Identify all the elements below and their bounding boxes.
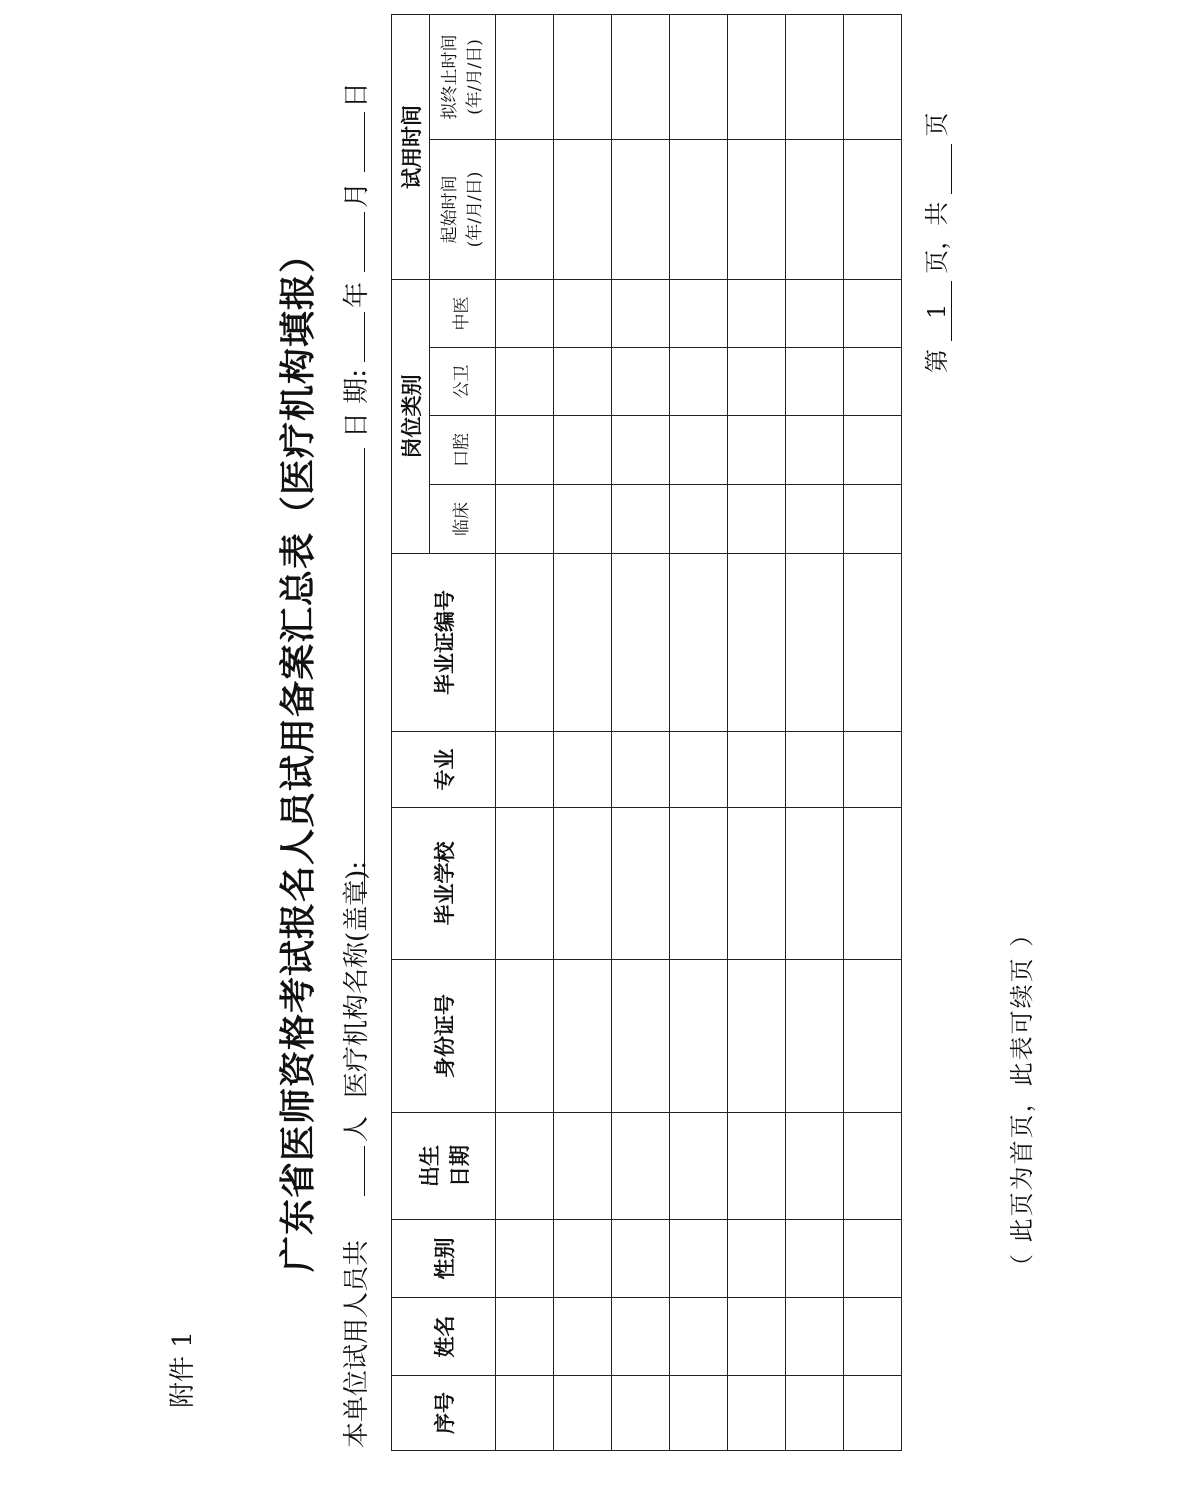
table-cell[interactable] <box>496 1113 554 1220</box>
table-cell[interactable] <box>786 485 844 554</box>
table-cell[interactable] <box>612 348 670 416</box>
table-cell[interactable] <box>728 1376 786 1451</box>
header-gender: 性别 <box>392 1220 496 1298</box>
table-cell[interactable] <box>554 280 612 348</box>
table-cell[interactable] <box>728 280 786 348</box>
table-cell[interactable] <box>496 732 554 808</box>
table-cell[interactable] <box>612 732 670 808</box>
table-row <box>844 15 902 1451</box>
table-cell[interactable] <box>554 808 612 960</box>
table-cell[interactable] <box>612 1298 670 1376</box>
table-cell[interactable] <box>786 1220 844 1298</box>
table-cell[interactable] <box>496 554 554 732</box>
table-cell[interactable] <box>612 1376 670 1451</box>
header-position-category: 岗位类别 <box>392 280 430 554</box>
header-major: 专业 <box>392 732 496 808</box>
table-cell[interactable] <box>670 1113 728 1220</box>
table-cell[interactable] <box>844 808 902 960</box>
table-cell[interactable] <box>612 554 670 732</box>
table-cell[interactable] <box>728 808 786 960</box>
header-trial-period: 试用时间 <box>392 15 430 280</box>
table-cell[interactable] <box>670 1220 728 1298</box>
table-cell[interactable] <box>496 348 554 416</box>
table-cell[interactable] <box>844 140 902 280</box>
header-pos-tcm: 中医 <box>430 280 496 348</box>
table-cell[interactable] <box>844 554 902 732</box>
table-cell[interactable] <box>554 960 612 1113</box>
table-row <box>670 15 728 1451</box>
header-start-line1: 起始时间 <box>439 175 460 244</box>
table-cell[interactable] <box>786 554 844 732</box>
table-cell[interactable] <box>670 140 728 280</box>
header-birth-date <box>392 1113 496 1220</box>
table-cell[interactable] <box>554 1376 612 1451</box>
table-cell[interactable] <box>554 1298 612 1376</box>
table-cell[interactable] <box>786 416 844 485</box>
staff-count-blank[interactable] <box>338 1146 365 1196</box>
table-cell[interactable] <box>612 140 670 280</box>
date-day-blank[interactable] <box>338 112 365 172</box>
table-cell[interactable] <box>786 348 844 416</box>
staff-count-unit: 人 <box>342 1115 372 1142</box>
header-name: 姓名 <box>392 1298 496 1376</box>
table-cell[interactable] <box>786 1298 844 1376</box>
table-cell[interactable] <box>612 1220 670 1298</box>
table-cell[interactable] <box>844 960 902 1113</box>
table-cell[interactable] <box>786 808 844 960</box>
table-cell[interactable] <box>844 732 902 808</box>
table-cell[interactable] <box>554 416 612 485</box>
table-cell[interactable] <box>496 416 554 485</box>
table-cell[interactable] <box>554 140 612 280</box>
table-body <box>496 15 902 1451</box>
header-birth-line1: 出生 <box>417 1145 442 1187</box>
date-year-unit: 年 <box>342 281 372 308</box>
footer-note: （ 此页为首页，此表可续页 ） <box>1008 920 1036 1278</box>
table-cell[interactable] <box>786 15 844 140</box>
table-cell[interactable] <box>728 1298 786 1376</box>
header-pos-clinical: 临床 <box>430 485 496 554</box>
table-cell[interactable] <box>496 280 554 348</box>
page-counter <box>917 112 952 373</box>
page-suffix: 页 <box>923 112 951 137</box>
table-cell[interactable] <box>496 485 554 554</box>
table-cell[interactable] <box>554 485 612 554</box>
date-month-blank[interactable] <box>338 212 365 272</box>
table-cell[interactable] <box>612 960 670 1113</box>
table-cell[interactable] <box>496 140 554 280</box>
table-cell[interactable] <box>496 808 554 960</box>
table-cell[interactable] <box>670 960 728 1113</box>
info-row <box>336 38 386 1458</box>
table-cell[interactable] <box>786 1113 844 1220</box>
table-cell[interactable] <box>728 732 786 808</box>
table-cell[interactable] <box>670 348 728 416</box>
table-cell[interactable] <box>728 140 786 280</box>
table-cell[interactable] <box>670 808 728 960</box>
header-pos-oral: 口腔 <box>430 416 496 485</box>
header-trial-end <box>430 15 496 140</box>
header-seq: 序号 <box>392 1376 496 1451</box>
table-cell[interactable] <box>554 732 612 808</box>
header-birth-line2: 日期 <box>447 1145 472 1187</box>
page-middle: 页，共 <box>923 201 951 274</box>
table-cell[interactable] <box>670 416 728 485</box>
table-cell[interactable] <box>670 1376 728 1451</box>
page-prefix: 第 <box>923 349 951 373</box>
header-end-line2: (年/月/日) <box>464 39 485 115</box>
table-cell[interactable] <box>844 348 902 416</box>
table-row <box>612 15 670 1451</box>
org-name-label: 医疗机构名称(盖章): <box>342 860 372 1098</box>
table-cell[interactable] <box>670 554 728 732</box>
table-cell[interactable] <box>728 1220 786 1298</box>
table-row <box>728 15 786 1451</box>
table-cell[interactable] <box>612 416 670 485</box>
table-cell[interactable] <box>728 1113 786 1220</box>
table-cell[interactable] <box>670 1298 728 1376</box>
table-cell[interactable] <box>844 1113 902 1220</box>
table-cell[interactable] <box>844 485 902 554</box>
table-cell[interactable] <box>612 485 670 554</box>
registration-table-wrap <box>391 14 902 1451</box>
table-cell[interactable] <box>728 416 786 485</box>
form-title: 广东省医师资格考试报名人员试用备案汇总表（医疗机构填报） <box>277 236 319 1273</box>
header-trial-start <box>430 140 496 280</box>
header-cert-number: 毕业证编号 <box>392 554 496 732</box>
table-cell[interactable] <box>496 1220 554 1298</box>
table-cell[interactable] <box>496 960 554 1113</box>
table-cell[interactable] <box>496 1376 554 1451</box>
table-cell[interactable] <box>844 15 902 140</box>
page-number[interactable]: 1 <box>923 281 952 341</box>
table-cell[interactable] <box>728 15 786 140</box>
table-cell[interactable] <box>786 1376 844 1451</box>
table-cell[interactable] <box>612 1113 670 1220</box>
registration-table <box>391 14 902 1451</box>
org-name-blank[interactable] <box>338 448 365 898</box>
table-cell[interactable] <box>670 15 728 140</box>
table-row <box>786 15 844 1451</box>
table-cell[interactable] <box>554 348 612 416</box>
date-label: 日 期: <box>342 368 372 438</box>
table-cell[interactable] <box>728 960 786 1113</box>
header-start-line2: (年/月/日) <box>464 171 485 248</box>
table-cell[interactable] <box>496 1298 554 1376</box>
total-pages-blank[interactable] <box>929 144 952 194</box>
header-end-line1: 拟终止时间 <box>439 34 460 120</box>
date-day-unit: 日 <box>342 81 372 108</box>
table-row <box>554 15 612 1451</box>
table-cell[interactable] <box>496 15 554 140</box>
table-cell[interactable] <box>612 280 670 348</box>
table-cell[interactable] <box>786 960 844 1113</box>
table-cell[interactable] <box>844 1220 902 1298</box>
table-cell[interactable] <box>728 554 786 732</box>
date-month-unit: 月 <box>342 181 372 208</box>
date-year-blank[interactable] <box>338 312 365 362</box>
table-cell[interactable] <box>554 15 612 140</box>
table-cell[interactable] <box>786 732 844 808</box>
header-school: 毕业学校 <box>392 808 496 960</box>
table-cell[interactable] <box>612 15 670 140</box>
table-cell[interactable] <box>554 1220 612 1298</box>
table-cell[interactable] <box>786 140 844 280</box>
staff-count-label: 本单位试用人员共 <box>342 1239 372 1448</box>
table-cell[interactable] <box>786 280 844 348</box>
table-cell[interactable] <box>670 280 728 348</box>
table-cell[interactable] <box>844 1298 902 1376</box>
table-cell[interactable] <box>670 732 728 808</box>
table-cell[interactable] <box>844 416 902 485</box>
attachment-label: 附件 1 <box>168 1331 198 1408</box>
header-id-number: 身份证号 <box>392 960 496 1113</box>
table-cell[interactable] <box>728 485 786 554</box>
table-cell[interactable] <box>844 280 902 348</box>
table-row <box>496 15 554 1451</box>
table-cell[interactable] <box>844 1376 902 1451</box>
header-pos-public: 公卫 <box>430 348 496 416</box>
table-cell[interactable] <box>554 554 612 732</box>
table-cell[interactable] <box>728 348 786 416</box>
table-cell[interactable] <box>612 808 670 960</box>
table-cell[interactable] <box>554 1113 612 1220</box>
table-cell[interactable] <box>670 485 728 554</box>
